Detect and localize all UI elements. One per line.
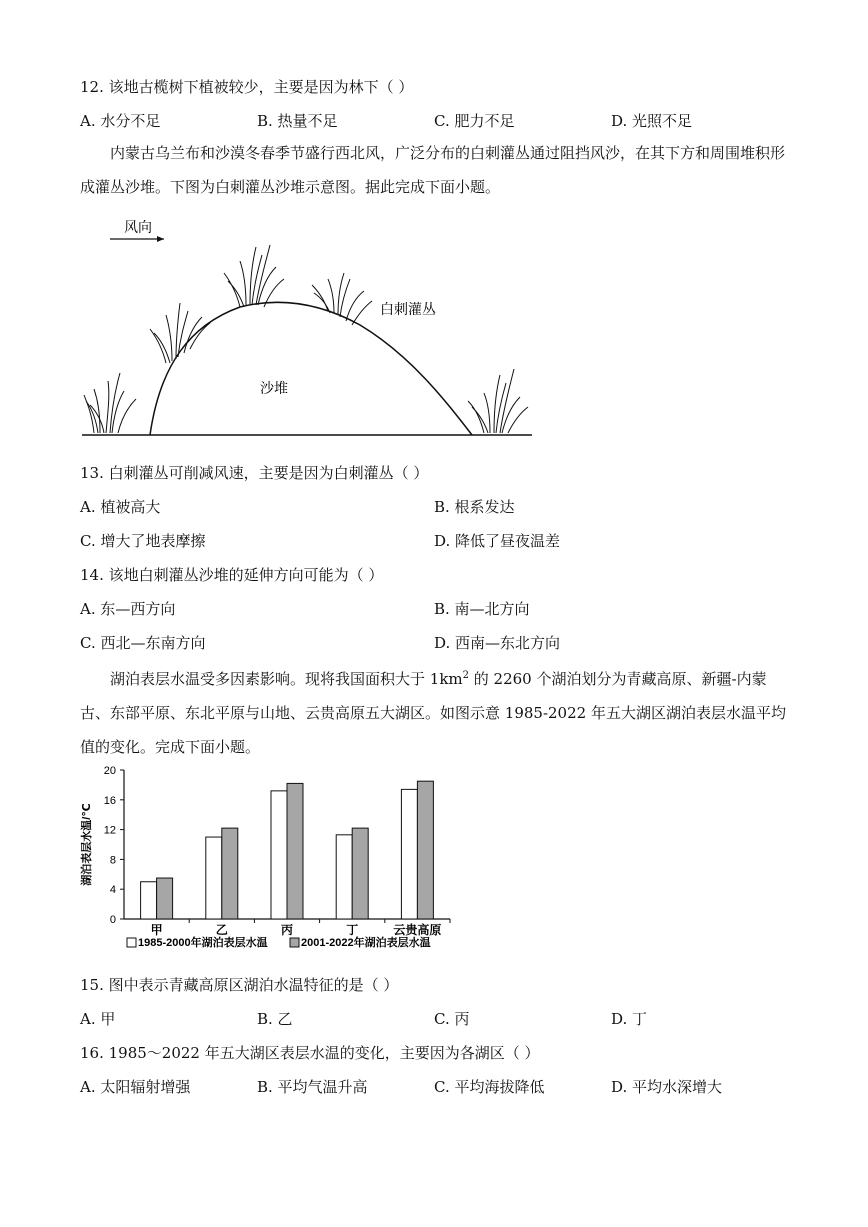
shrub-icon-right-slope bbox=[312, 273, 372, 325]
sand-dune-outline bbox=[150, 302, 472, 435]
legend-swatch-0 bbox=[127, 938, 136, 947]
q16-option-a: A. 太阳辐射增强 bbox=[80, 1078, 191, 1096]
shrub-icon-right-ground bbox=[468, 369, 528, 433]
passage-lake-part2: 的 2260 个湖泊划分为青藏高原、新疆-内蒙古、东部平原、东北平原与山地、云贵高原五大湖区。如图示意 1985-2022 年五大湖区湖泊表层水温平均值的变化。完成下面小题。 bbox=[80, 670, 786, 756]
q15-stem: 15. 图中表示青藏高原区湖泊水温特征的是（ ） bbox=[80, 976, 399, 994]
q12-option-c: C. 肥力不足 bbox=[434, 112, 515, 130]
legend-label-1: 2001-2022年湖泊表层水温 bbox=[301, 937, 431, 949]
q16-stem: 16. 1985～2022 年五大湖区表层水温的变化，主要因为各湖区（ ） bbox=[80, 1044, 540, 1062]
q15-option-c: C. 丙 bbox=[434, 1010, 470, 1028]
y-tick-label: 16 bbox=[103, 794, 116, 807]
bar-late-3 bbox=[352, 828, 368, 919]
q14-option-c: C. 西北—东南方向 bbox=[80, 634, 206, 652]
x-tick-label: 丙 bbox=[280, 923, 294, 937]
y-tick-label: 20 bbox=[103, 765, 116, 777]
q13-option-b: B. 根系发达 bbox=[434, 498, 515, 516]
passage-lake-temperature bbox=[80, 659, 795, 764]
shrub-icon-top bbox=[224, 245, 284, 307]
bar-early-0 bbox=[141, 882, 157, 919]
q12-option-d: D. 光照不足 bbox=[611, 112, 693, 130]
q13-stem: 13. 白刺灌丛可削减风速，主要是因为白刺灌丛（ ） bbox=[80, 464, 429, 482]
q15-option-b: B. 乙 bbox=[257, 1010, 293, 1028]
y-tick-label: 0 bbox=[109, 914, 116, 926]
bar-early-3 bbox=[336, 835, 352, 919]
passage-lake-part1: 湖泊表层水温受多因素影响。现将我国面积大于 1km bbox=[110, 670, 463, 688]
sand-dune-label: 沙堆 bbox=[260, 381, 288, 397]
q13-option-a: A. 植被高大 bbox=[80, 498, 161, 516]
shrub-icon-left-slope bbox=[150, 303, 210, 363]
shrub-label: 白刺灌丛 bbox=[380, 302, 436, 318]
bar-early-4 bbox=[401, 789, 417, 919]
shrub-dune-diagram bbox=[80, 215, 540, 445]
bar-late-4 bbox=[417, 781, 433, 919]
q14-option-a: A. 东—西方向 bbox=[80, 600, 176, 618]
q16-option-b: B. 平均气温升高 bbox=[257, 1078, 368, 1096]
q15-option-d: D. 丁 bbox=[611, 1010, 648, 1028]
passage-lake-sup: 2 bbox=[462, 670, 470, 681]
y-tick-label: 8 bbox=[109, 854, 116, 867]
q14-stem: 14. 该地白刺灌丛沙堆的延伸方向可能为（ ） bbox=[80, 566, 384, 584]
y-tick-label: 4 bbox=[109, 884, 116, 897]
q13-option-c: C. 增大了地表摩擦 bbox=[80, 532, 206, 550]
q15-option-a: A. 甲 bbox=[80, 1010, 116, 1028]
legend-swatch-1 bbox=[290, 938, 299, 947]
q14-option-d: D. 西南—东北方向 bbox=[434, 634, 561, 652]
bar-early-1 bbox=[206, 837, 222, 919]
q16-option-d: D. 平均水深增大 bbox=[611, 1078, 723, 1096]
y-tick-label: 12 bbox=[103, 824, 116, 837]
x-tick-label: 丁 bbox=[346, 923, 359, 937]
q12-option-b: B. 热量不足 bbox=[257, 112, 338, 130]
bar-late-0 bbox=[157, 878, 173, 919]
q13-option-d: D. 降低了昼夜温差 bbox=[434, 532, 561, 550]
y-axis-label: 湖泊表层水温/℃ bbox=[81, 803, 93, 886]
x-tick-label: 甲 bbox=[150, 923, 163, 937]
q12-option-a: A. 水分不足 bbox=[80, 112, 161, 130]
legend-label-0: 1985-2000年湖泊表层水温 bbox=[138, 937, 268, 949]
shrub-icon-left-ground bbox=[84, 373, 136, 433]
q14-option-b: B. 南—北方向 bbox=[434, 600, 530, 618]
q12-stem: 12. 该地古榄树下植被较少，主要是因为林下（ ） bbox=[80, 78, 414, 96]
wind-arrow-icon bbox=[157, 236, 164, 242]
bar-late-2 bbox=[287, 783, 303, 919]
lake-temperature-bar-chart bbox=[72, 760, 462, 965]
q16-option-c: C. 平均海拔降低 bbox=[434, 1078, 545, 1096]
wind-direction-label: 风向 bbox=[124, 220, 152, 236]
x-tick-label: 云贵高原 bbox=[393, 923, 442, 937]
bar-early-2 bbox=[271, 791, 287, 919]
passage-shrub-dune: 内蒙古乌兰布和沙漠冬春季节盛行西北风，广泛分布的白刺灌丛通过阻挡风沙，在其下方和周围堆积形成灌丛沙堆。下图为白刺灌丛沙堆示意图。据此完成下面小题。 bbox=[80, 144, 786, 196]
x-tick-label: 乙 bbox=[215, 923, 228, 937]
bar-late-1 bbox=[222, 828, 238, 919]
